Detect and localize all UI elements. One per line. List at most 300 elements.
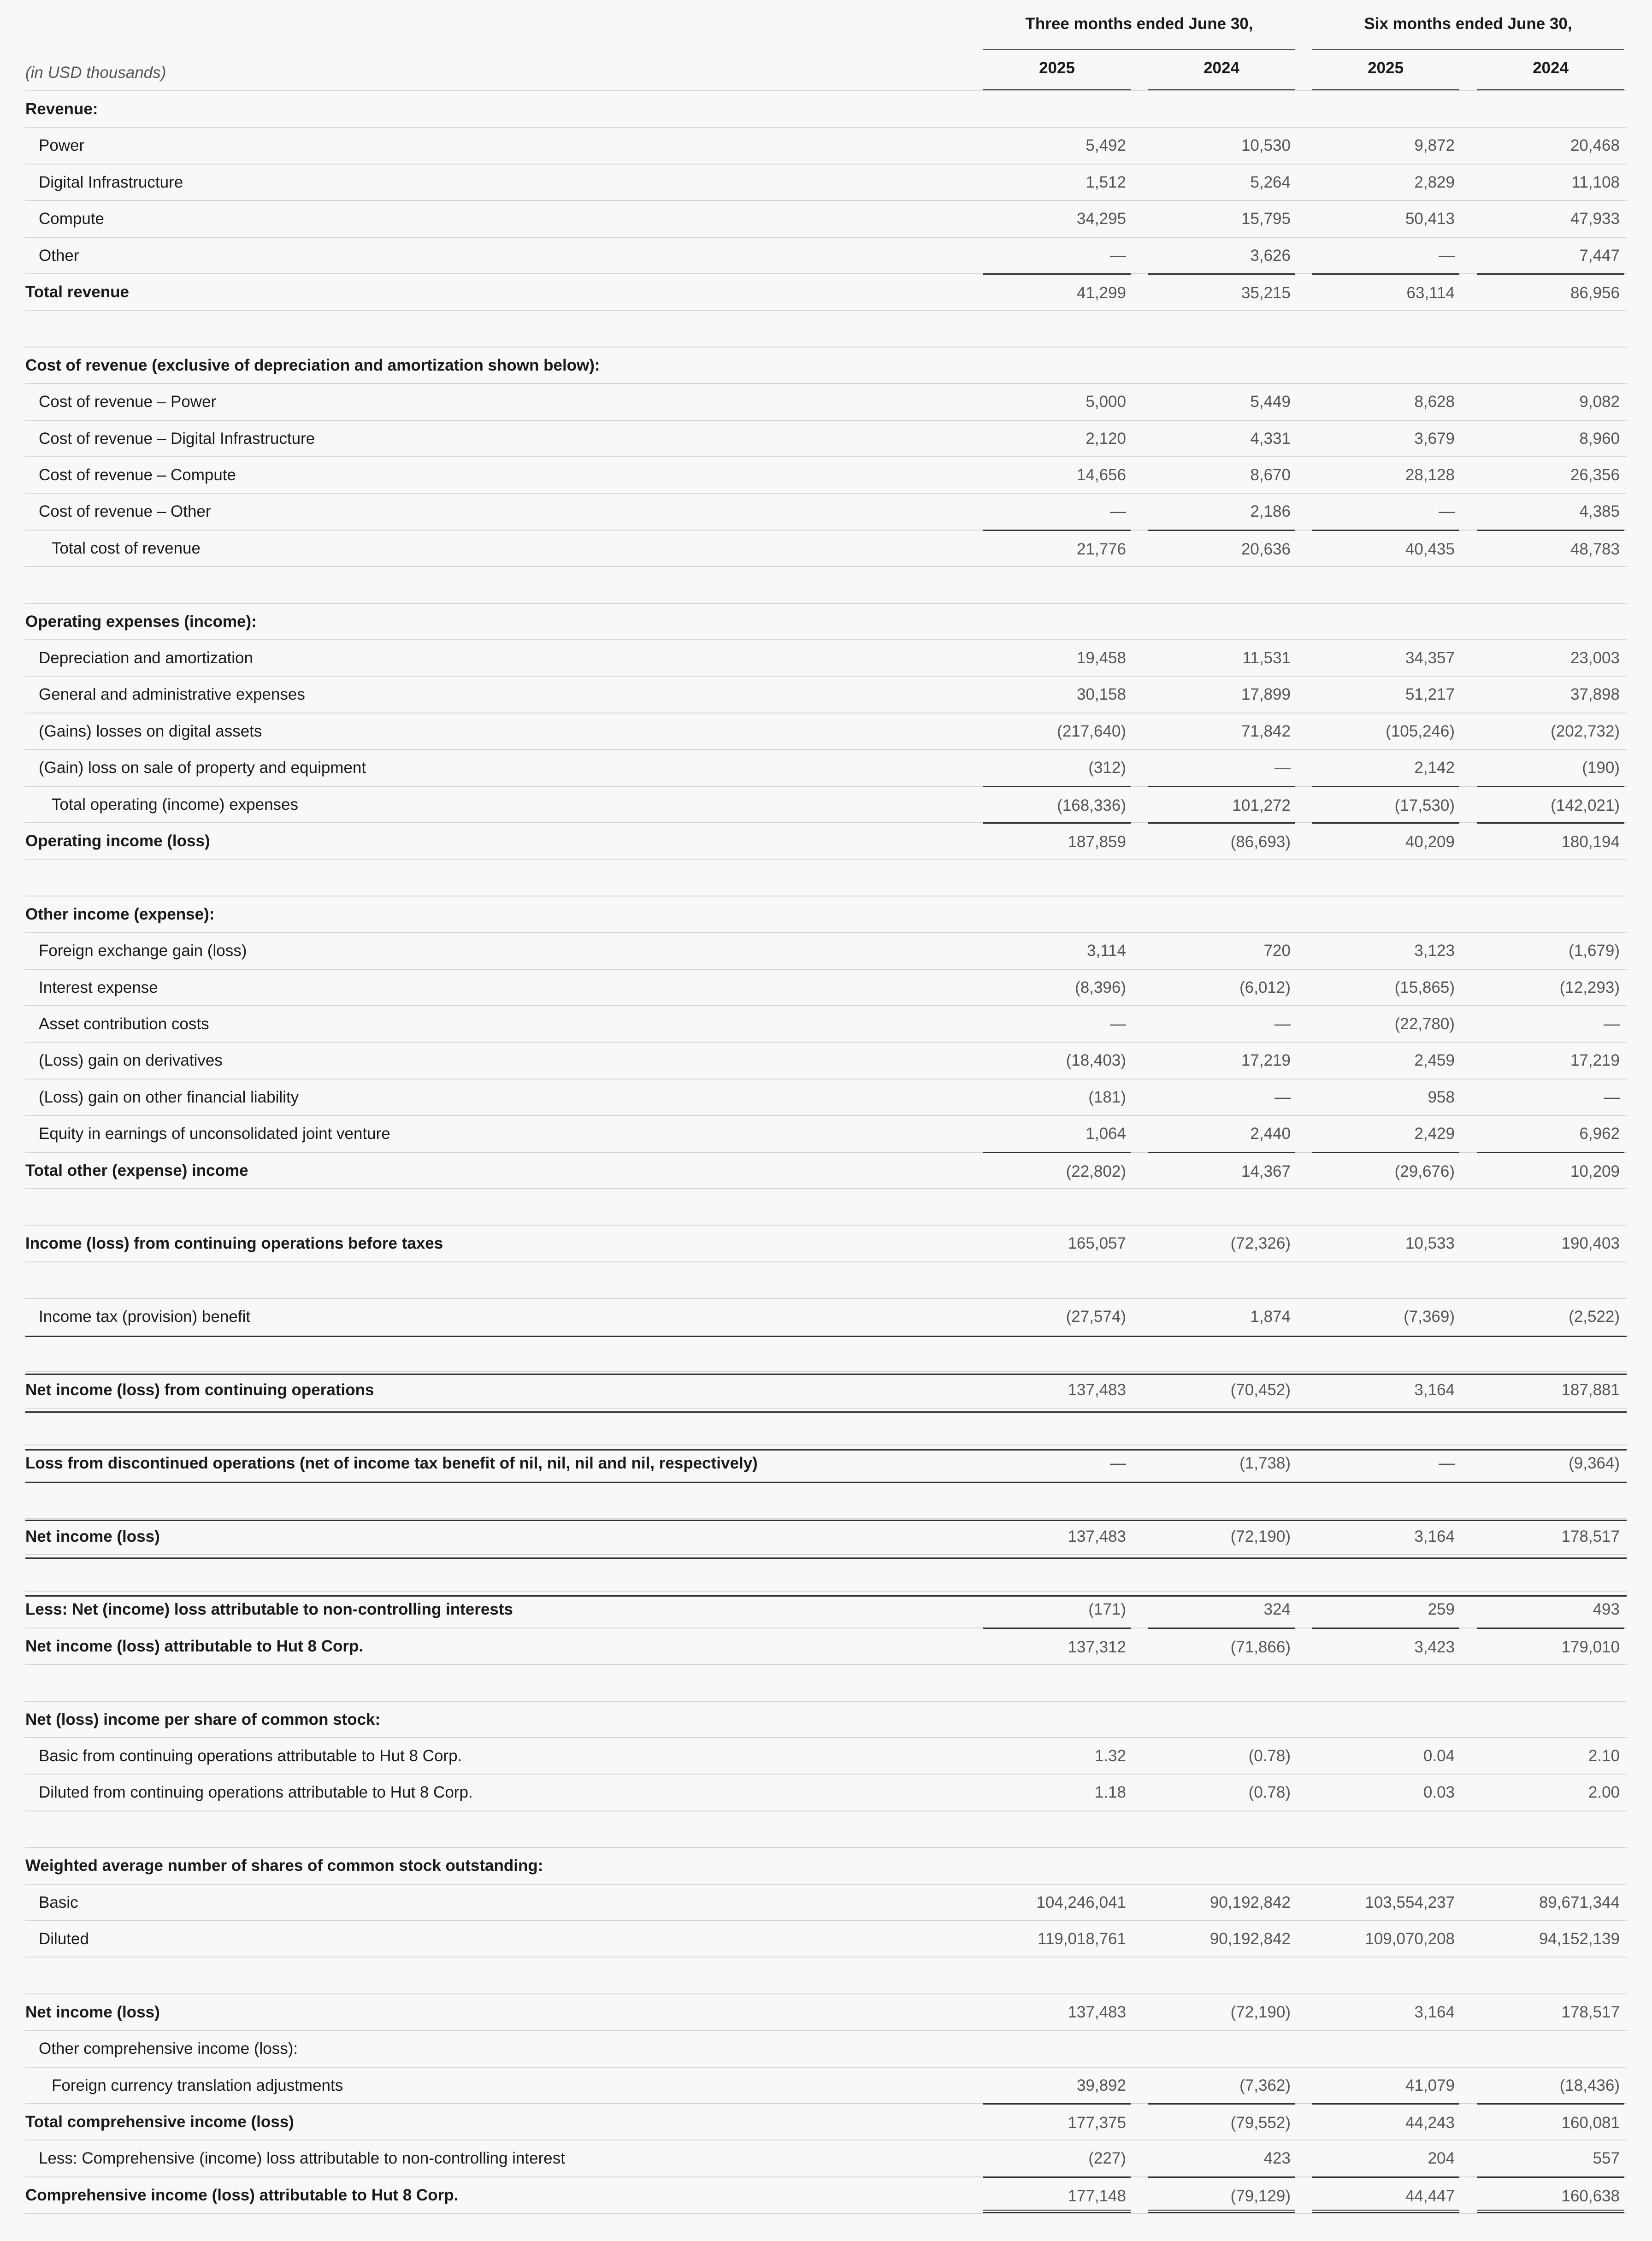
statement-row [25, 1884, 1627, 1920]
row-value-h2025: 50,413 [1405, 210, 1455, 228]
statement-row [25, 749, 1627, 785]
row-value-q2024: 720 [1263, 942, 1291, 960]
row-value-q2024: 3,626 [1250, 247, 1291, 265]
spacer-row [25, 310, 1627, 346]
row-value-h2024: 89,671,344 [1539, 1893, 1620, 1911]
row-value-h2025: 2,829 [1414, 173, 1455, 191]
row-value-h2025: 28,128 [1405, 466, 1455, 484]
row-value-q2024: — [1274, 759, 1291, 777]
row-value-q2025: 1,512 [1086, 173, 1126, 191]
statement-row [25, 164, 1627, 200]
year-header-q-2024: 2024 [1204, 59, 1239, 77]
statement-row [25, 713, 1627, 749]
row-value-q2025: 41,299 [983, 273, 1131, 310]
six-months-rule [1312, 49, 1624, 50]
six-months-header: Six months ended June 30, [1364, 15, 1572, 33]
row-value-h2024: (202,732) [1551, 722, 1620, 740]
statement-row [25, 347, 1627, 383]
row-value-h2025: 259 [1428, 1600, 1455, 1618]
row-value-q2025 [983, 2031, 1131, 2066]
row-value-q2025: (312) [1088, 759, 1126, 777]
row-value-q2024: 2,186 [1250, 502, 1291, 520]
row-value-h2025: 2,429 [1414, 1125, 1455, 1143]
row-value-q2024: 17,899 [1241, 685, 1291, 703]
statement-row [25, 1115, 1627, 1151]
spacer-row [25, 566, 1627, 602]
row-value-h2025: (22,780) [1394, 1015, 1455, 1033]
row-label: Less: Net (income) loss attributable to non-controlling interests [25, 1600, 513, 1618]
row-label: Digital Infrastructure [39, 173, 183, 191]
row-value-h2024: 23,003 [1570, 649, 1620, 667]
row-label: Income (loss) from continuing operations before taxes [25, 1234, 443, 1252]
row-value-h2025 [1312, 604, 1459, 639]
statement-row [25, 420, 1627, 456]
row-value-h2024: 187,881 [1561, 1381, 1620, 1399]
row-value-q2024: (0.78) [1248, 1783, 1291, 1801]
row-value-h2024: 160,081 [1477, 2103, 1624, 2140]
row-value-q2024: (70,452) [1230, 1381, 1291, 1399]
units-label: (in USD thousands) [25, 64, 166, 82]
row-value-q2024 [1148, 896, 1295, 932]
row-label: Diluted [39, 1930, 89, 1948]
row-label: Operating income (loss) [25, 832, 210, 850]
row-label: Total cost of revenue [52, 539, 201, 557]
row-value-q2025: 5,000 [1086, 393, 1126, 411]
row-value-h2025: 51,217 [1405, 685, 1455, 703]
row-value-q2024: 8,670 [1250, 466, 1291, 484]
row-value-q2025: 1.18 [1094, 1783, 1126, 1801]
statement-row [25, 1518, 1627, 1554]
row-value-h2025: 10,533 [1405, 1234, 1455, 1252]
row-value-q2025: 3,114 [1087, 942, 1126, 960]
three-months-rule [983, 49, 1295, 50]
row-value-h2025: 41,079 [1405, 2076, 1455, 2094]
row-value-q2024: — [1274, 1015, 1291, 1033]
row-value-h2025: 44,447 [1312, 2176, 1459, 2213]
row-label: (Gains) losses on digital assets [39, 722, 262, 740]
row-value-q2024: (71,866) [1148, 1628, 1295, 1664]
statement-row [25, 273, 1627, 310]
row-value-q2025 [983, 604, 1131, 639]
statement-row [25, 1920, 1627, 1957]
row-value-h2025: (105,246) [1386, 722, 1455, 740]
row-value-q2025: (168,336) [983, 786, 1131, 822]
row-value-h2025: 63,114 [1312, 273, 1459, 310]
statement-row [25, 1774, 1627, 1810]
row-value-h2025: 3,679 [1414, 430, 1455, 448]
row-value-h2024: 493 [1593, 1600, 1620, 1618]
row-value-h2025 [1312, 1702, 1459, 1737]
row-value-h2025: 0.04 [1423, 1747, 1455, 1765]
row-label: Net income (loss) from continuing operations [25, 1381, 374, 1399]
year-header-h-2025: 2025 [1368, 59, 1404, 77]
row-value-q2025: — [1110, 1015, 1126, 1033]
row-value-q2024: (79,129) [1148, 2176, 1295, 2213]
row-value-h2025 [1312, 2031, 1459, 2066]
row-value-h2025: 2,142 [1414, 759, 1455, 777]
statement-row [25, 456, 1627, 493]
rule-cell [25, 1482, 1627, 1520]
statement-row [25, 932, 1627, 968]
row-value-q2024: 90,192,842 [1210, 1930, 1291, 1948]
statement-row [25, 1042, 1627, 1078]
row-value-h2024 [1477, 348, 1624, 383]
row-value-q2025: 165,057 [1068, 1234, 1126, 1252]
row-value-h2024: 160,638 [1477, 2176, 1624, 2213]
row-value-q2024 [1148, 1848, 1295, 1883]
row-label: Basic from continuing operations attributable to Hut 8 Corp. [39, 1747, 462, 1765]
statement-row [25, 1079, 1627, 1115]
statement-row [25, 1225, 1627, 1261]
spacer-row [25, 1188, 1627, 1225]
statement-row [25, 383, 1627, 419]
row-value-h2025: — [1439, 502, 1455, 520]
row-value-q2025: 104,246,041 [1036, 1893, 1126, 1911]
row-label: Income tax (provision) benefit [39, 1308, 251, 1326]
row-value-h2025: 958 [1428, 1088, 1455, 1106]
statement-row [25, 1152, 1627, 1188]
statement-row [25, 1298, 1627, 1334]
statement-row [25, 603, 1627, 639]
three-months-header: Three months ended June 30, [1025, 15, 1253, 33]
row-value-q2024 [1148, 91, 1295, 127]
row-label: Loss from discontinued operations (net of income tax benefit of nil, nil, nil and nil, respectively) [25, 1454, 758, 1472]
row-value-h2025: (7,369) [1404, 1308, 1455, 1326]
row-value-q2024: — [1274, 1088, 1291, 1106]
row-value-q2025: 5,492 [1086, 136, 1126, 154]
row-value-h2024: 47,933 [1570, 210, 1620, 228]
row-value-h2025 [1312, 896, 1459, 932]
row-value-q2025: (181) [1088, 1088, 1126, 1106]
statement-row [25, 1847, 1627, 1883]
row-value-h2025: 109,070,208 [1365, 1930, 1455, 1948]
row-value-h2024: (9,364) [1569, 1454, 1620, 1472]
row-label: Cost of revenue – Other [39, 502, 211, 520]
row-value-h2024: 2.00 [1588, 1783, 1620, 1801]
row-value-q2024: 101,272 [1148, 786, 1295, 822]
row-value-q2025: (8,396) [1075, 979, 1126, 997]
row-value-h2025: 3,164 [1414, 1527, 1455, 1545]
row-label: Total revenue [25, 283, 129, 301]
row-value-h2025: 34,357 [1405, 649, 1455, 667]
row-value-q2024: 71,842 [1241, 722, 1291, 740]
row-label: Foreign exchange gain (loss) [39, 942, 247, 960]
row-value-q2025: 137,483 [1068, 2003, 1126, 2021]
row-value-q2025: 137,312 [983, 1628, 1131, 1664]
row-value-h2024 [1477, 1848, 1624, 1883]
row-value-h2024 [1477, 2031, 1624, 2066]
row-value-q2025: (22,802) [983, 1152, 1131, 1188]
spacer-row [25, 1408, 1627, 1444]
row-value-q2025: 21,776 [983, 530, 1131, 566]
statement-row [25, 1445, 1627, 1481]
row-label: Other [39, 247, 79, 265]
statement-row [25, 1737, 1627, 1774]
spacer-row [25, 1957, 1627, 1993]
row-value-h2025: 40,435 [1312, 530, 1459, 566]
row-value-h2024: 178,517 [1561, 1527, 1620, 1545]
statement-row [25, 2030, 1627, 2066]
row-value-q2024: (72,190) [1230, 2003, 1291, 2021]
row-value-q2024: 10,530 [1241, 136, 1291, 154]
statement-row [25, 237, 1627, 273]
statement-row [25, 200, 1627, 236]
row-value-h2024: 178,517 [1561, 2003, 1620, 2021]
statement-row [25, 639, 1627, 676]
row-value-q2025: — [1110, 247, 1126, 265]
row-value-h2024: 48,783 [1477, 530, 1624, 566]
row-value-q2024: 11,531 [1242, 649, 1291, 667]
row-label: Net income (loss) [25, 1527, 160, 1545]
row-value-q2025: 119,018,761 [1037, 1930, 1126, 1948]
row-value-h2024: 37,898 [1570, 685, 1620, 703]
row-value-q2024: 423 [1263, 2149, 1291, 2167]
row-value-h2024 [1477, 91, 1624, 127]
row-value-h2025 [1312, 91, 1459, 127]
rule-cell [25, 1336, 1627, 1374]
row-label: Net (loss) income per share of common stock: [25, 1710, 381, 1728]
row-value-q2025: 137,483 [1068, 1527, 1126, 1545]
row-label: Foreign currency translation adjustments [52, 2076, 343, 2094]
statement-row [25, 1993, 1627, 2030]
row-label: (Gain) loss on sale of property and equipment [39, 759, 366, 777]
row-value-h2025: 40,209 [1312, 822, 1459, 859]
row-value-q2024: 5,264 [1250, 173, 1291, 191]
row-value-h2024: 94,152,139 [1539, 1930, 1620, 1948]
statement-row [25, 1591, 1627, 1627]
statement-row [25, 676, 1627, 712]
row-label: Total comprehensive income (loss) [25, 2113, 294, 2131]
row-value-q2025: 1.32 [1094, 1747, 1126, 1765]
row-label: Comprehensive income (loss) attributable to Hut 8 Corp. [25, 2186, 459, 2204]
row-value-h2024: 557 [1593, 2149, 1620, 2167]
row-value-q2024: 15,795 [1241, 210, 1291, 228]
row-value-h2025: 2,459 [1414, 1051, 1455, 1069]
row-label: Diluted from continuing operations attributable to Hut 8 Corp. [39, 1783, 473, 1801]
year-header-q-2025: 2025 [1039, 59, 1075, 77]
row-value-h2025: — [1439, 247, 1455, 265]
row-value-q2024: (72,190) [1230, 1527, 1291, 1545]
row-value-q2025: 177,375 [983, 2103, 1131, 2140]
row-label: Cost of revenue (exclusive of depreciation and amortization shown below): [25, 356, 600, 374]
row-label: Revenue: [25, 100, 98, 118]
row-value-h2025: 3,164 [1414, 2003, 1455, 2021]
row-value-h2024: (1,679) [1569, 942, 1620, 960]
row-value-h2025: 0.03 [1423, 1783, 1455, 1801]
statement-row [25, 127, 1627, 163]
statement-row [25, 90, 1627, 127]
row-value-q2025: 137,483 [1068, 1381, 1126, 1399]
spacer-row [25, 1262, 1627, 1298]
row-value-h2025: — [1439, 1454, 1455, 1472]
row-value-h2025: (29,676) [1312, 1152, 1459, 1188]
row-label: Net income (loss) attributable to Hut 8 Corp. [25, 1637, 364, 1655]
row-label: Other income (expense): [25, 905, 215, 923]
statement-row [25, 1701, 1627, 1737]
row-value-h2024: 190,403 [1561, 1234, 1620, 1252]
statement-row [25, 530, 1627, 566]
spacer-row [25, 1335, 1627, 1371]
row-label: General and administrative expenses [39, 685, 305, 703]
row-value-q2024: (72,326) [1230, 1234, 1291, 1252]
row-label: Compute [39, 210, 105, 228]
row-value-h2024: 86,956 [1477, 273, 1624, 310]
row-value-q2025: (171) [1088, 1600, 1126, 1618]
spacer-row [25, 1664, 1627, 1700]
row-value-q2024: 90,192,842 [1210, 1893, 1291, 1911]
row-value-h2024: 20,468 [1570, 136, 1620, 154]
row-label: Asset contribution costs [39, 1015, 209, 1033]
row-value-q2024: (7,362) [1239, 2076, 1291, 2094]
row-value-q2025: (27,574) [1066, 1308, 1126, 1326]
row-label: Operating expenses (income): [25, 613, 257, 631]
row-value-h2024: 6,962 [1579, 1125, 1620, 1143]
row-value-q2024: 324 [1263, 1600, 1291, 1618]
row-value-h2024: 17,219 [1570, 1051, 1620, 1069]
row-value-q2025: (18,403) [1066, 1051, 1126, 1069]
row-value-q2025: 30,158 [1076, 685, 1126, 703]
row-value-q2025: 34,295 [1076, 210, 1126, 228]
row-value-q2024: 14,367 [1148, 1152, 1295, 1188]
row-value-h2024: — [1604, 1015, 1620, 1033]
row-value-q2024: (0.78) [1248, 1747, 1291, 1765]
row-value-h2024: (18,436) [1559, 2076, 1620, 2094]
row-value-q2024: 5,449 [1250, 393, 1291, 411]
row-value-h2024: (2,522) [1569, 1308, 1620, 1326]
row-label: (Loss) gain on derivatives [39, 1051, 223, 1069]
table-bottom-rule [25, 2213, 1627, 2214]
row-value-h2024 [1477, 1702, 1624, 1737]
row-value-h2024: 4,385 [1579, 502, 1620, 520]
row-value-q2025: (217,640) [1057, 722, 1126, 740]
row-value-q2024: (6,012) [1239, 979, 1291, 997]
row-label: Net income (loss) [25, 2003, 160, 2021]
row-label: Less: Comprehensive (income) loss attributable to non-controlling interest [39, 2149, 565, 2167]
row-value-q2024: 35,215 [1148, 273, 1295, 310]
row-value-q2025: — [1110, 1454, 1126, 1472]
row-value-h2025 [1312, 348, 1459, 383]
row-value-q2025: 187,859 [983, 822, 1131, 859]
row-value-h2024 [1477, 604, 1624, 639]
row-value-h2024: (142,021) [1477, 786, 1624, 822]
spacer-row [25, 1481, 1627, 1517]
statement-row [25, 2103, 1627, 2140]
row-value-h2025: (17,530) [1312, 786, 1459, 822]
row-label: Cost of revenue – Power [39, 393, 217, 411]
row-value-q2024: (86,693) [1148, 822, 1295, 859]
spacer-row [25, 1554, 1627, 1591]
row-value-h2025: 9,872 [1414, 136, 1455, 154]
row-value-q2024 [1148, 348, 1295, 383]
row-value-q2025 [983, 1848, 1131, 1883]
row-value-q2024: 20,636 [1148, 530, 1295, 566]
row-value-h2025: 103,554,237 [1365, 1893, 1455, 1911]
row-value-h2024: — [1604, 1088, 1620, 1106]
row-label: Total operating (income) expenses [52, 796, 299, 814]
row-value-h2025: 204 [1428, 2149, 1455, 2167]
row-label: Cost of revenue – Compute [39, 466, 236, 484]
row-label: (Loss) gain on other financial liability [39, 1088, 299, 1106]
row-value-h2024 [1477, 896, 1624, 932]
row-value-h2025: 8,628 [1414, 393, 1455, 411]
row-value-q2024 [1148, 1702, 1295, 1737]
row-label: Other comprehensive income (loss): [39, 2040, 298, 2058]
row-value-h2025: 3,423 [1312, 1628, 1459, 1664]
statement-row [25, 786, 1627, 822]
row-value-q2024: (79,552) [1148, 2103, 1295, 2140]
row-value-h2025: (15,865) [1394, 979, 1455, 997]
statement-row [25, 2176, 1627, 2213]
statement-row [25, 1371, 1627, 1408]
row-value-q2025: 19,458 [1076, 649, 1126, 667]
row-value-q2024 [1148, 604, 1295, 639]
row-label: Power [39, 136, 85, 154]
row-value-q2025 [983, 896, 1131, 932]
row-value-h2025: 3,123 [1414, 942, 1455, 960]
row-value-q2025: 2,120 [1086, 430, 1126, 448]
row-value-h2025: 44,243 [1312, 2103, 1459, 2140]
row-value-q2025 [983, 348, 1131, 383]
row-value-h2024: 8,960 [1579, 430, 1620, 448]
row-value-q2024: 1,874 [1250, 1308, 1291, 1326]
statement-row [25, 493, 1627, 529]
row-value-h2024: 179,010 [1477, 1628, 1624, 1664]
row-value-h2024: 7,447 [1579, 247, 1620, 265]
row-value-q2024: 2,440 [1250, 1125, 1291, 1143]
spacer-row [25, 1810, 1627, 1847]
row-value-h2024: 10,209 [1477, 1152, 1624, 1188]
row-label: Interest expense [39, 979, 158, 997]
statement-row [25, 822, 1627, 859]
row-label: Basic [39, 1893, 78, 1911]
row-value-h2024: (190) [1582, 759, 1620, 777]
row-value-h2024: 11,108 [1571, 173, 1620, 191]
row-value-h2025: 3,164 [1414, 1381, 1455, 1399]
row-value-q2025 [983, 91, 1131, 127]
row-value-q2025: 39,892 [1076, 2076, 1126, 2094]
row-value-h2024: 180,194 [1477, 822, 1624, 859]
year-header-h-2024: 2024 [1533, 59, 1569, 77]
row-value-h2024: (12,293) [1559, 979, 1620, 997]
row-value-h2024: 9,082 [1579, 393, 1620, 411]
row-value-q2025: 1,064 [1086, 1125, 1126, 1143]
statement-row [25, 2067, 1627, 2103]
statement-row [25, 1005, 1627, 1042]
row-label: Depreciation and amortization [39, 649, 253, 667]
row-value-q2025: 177,148 [983, 2176, 1131, 2213]
row-label: Total other (expense) income [25, 1162, 248, 1179]
row-value-q2025 [983, 1702, 1131, 1737]
row-value-q2025: — [1110, 502, 1126, 520]
row-value-q2024: 17,219 [1241, 1051, 1291, 1069]
row-value-q2024: (1,738) [1239, 1454, 1291, 1472]
row-label: Weighted average number of shares of common stock outstanding: [25, 1857, 543, 1875]
row-value-q2025: (227) [1088, 2149, 1126, 2167]
row-value-q2024 [1148, 2031, 1295, 2066]
row-value-h2025 [1312, 1848, 1459, 1883]
row-label: Equity in earnings of unconsolidated joint venture [39, 1125, 390, 1143]
row-value-q2025: 14,656 [1076, 466, 1126, 484]
row-value-q2024: 4,331 [1250, 430, 1291, 448]
statement-row [25, 896, 1627, 932]
statement-row [25, 2140, 1627, 2176]
spacer-row [25, 859, 1627, 895]
row-label: Cost of revenue – Digital Infrastructure [39, 430, 315, 448]
row-value-h2024: 2.10 [1588, 1747, 1620, 1765]
statement-row [25, 969, 1627, 1005]
statement-row [25, 1628, 1627, 1664]
row-value-h2024: 26,356 [1570, 466, 1620, 484]
